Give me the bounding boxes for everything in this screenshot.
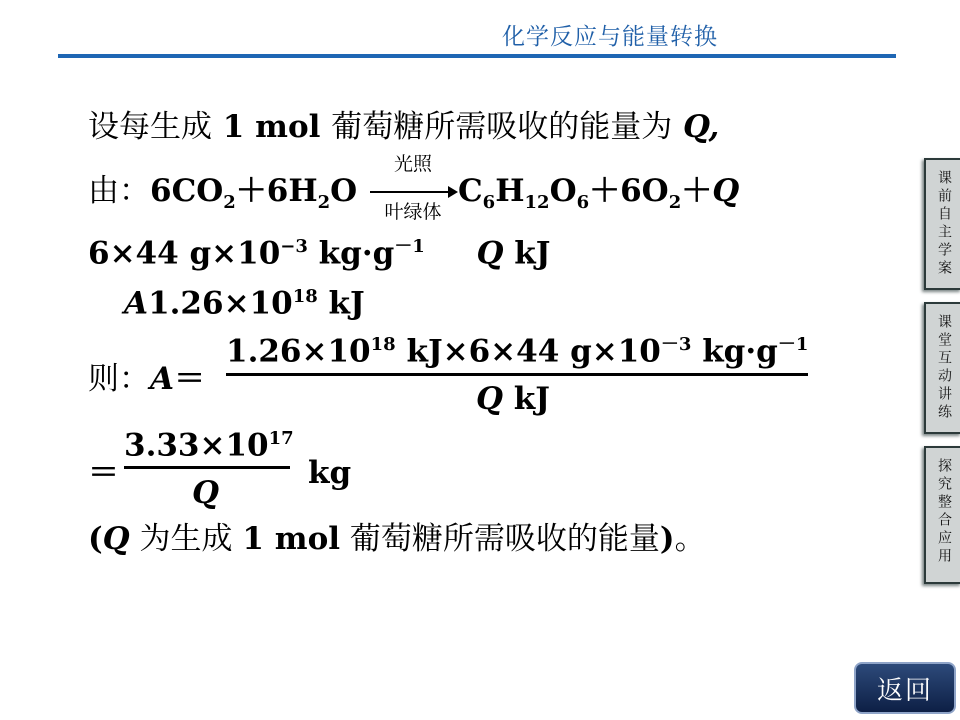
arrow-line [370,191,452,193]
fraction-bar [226,373,808,376]
tab-pre-class-study[interactable] [924,158,960,290]
arrow-head-icon [448,186,458,198]
note-q: Q [102,521,130,557]
num-exp3: －1 [777,334,809,355]
ratio-exp2: －1 [394,236,425,257]
ratio-unit: kg·g [307,235,395,272]
tab-classroom-interaction[interactable] [924,302,960,434]
solution-equals: ＝ [174,361,206,397]
tab-inquiry-integration[interactable] [924,446,960,584]
note-qty: 1 mol [242,521,341,557]
eq-h: H [495,173,525,209]
result-unit-text: kg [308,455,352,491]
ratio-energy-exp: 18 [292,286,318,307]
result-numerator [124,427,294,464]
tab-classroom-interaction-label: 课堂互动讲练 [936,314,952,422]
arrow-condition-chlorophyll: 叶绿体 [384,200,442,223]
note-open: ( [88,521,103,557]
eq-q: Q [712,173,740,209]
num-mass: kJ×6×44 g×10 [395,333,661,370]
num-exp2: －3 [660,334,692,355]
tab-pre-class-study-label: 课前自主学案 [936,170,952,278]
num-unit: kg·g [691,333,778,370]
solution-then: 则： [88,361,150,397]
num-energy: 1.26×10 [226,333,371,370]
tab-inquiry-integration-label: 探究整合应用 [936,458,952,566]
ratio-exp: −3 [280,236,308,257]
ratio-mass: 6×44 g×10 [88,235,281,272]
statement-text: 设每生成 [88,109,212,145]
back-button[interactable]: 返回 [854,662,956,714]
result-equals [88,455,119,491]
ratio-energy: 1.26×10 [148,285,293,322]
fraction-numerator [226,333,809,370]
statement-text-2: 葡萄糖所需吸收的能量为 [331,109,673,145]
note-close: ) [659,521,675,557]
eq-h2o: ＋6H [235,173,318,209]
statement-line [88,109,720,145]
num-exp: 18 [370,334,396,355]
result-equals-sign: ＝ [88,455,119,491]
eq-co2: 6CO [150,173,224,209]
arrow-condition-light: 光照 [393,152,432,175]
eq-c: C [457,173,483,209]
result-denominator [192,475,220,511]
result-unit [308,455,352,491]
result-fraction-bar [124,466,290,469]
den-q: Q [476,381,504,417]
note-end: 。 [674,521,706,557]
ratio-line-1 [88,235,551,272]
eq-plus: ＋ [681,173,713,209]
page-header-title: 化学反应与能量转换 [502,24,718,50]
ratio-q-unit: kJ [503,235,551,272]
equation-prefix: 由： [88,173,150,209]
ratio-line-2 [124,285,365,322]
eq-o: O [330,173,358,209]
den-unit: kJ [503,381,550,417]
note-line [88,521,706,557]
result-q: Q [192,475,220,511]
fraction-denominator [476,381,550,417]
ratio-a: A [124,285,149,322]
note-text-2: 葡萄糖所需吸收的能量 [340,521,660,557]
photosynthesis-equation: 由：$6CO_2+6H_2O$ 光照 叶绿体 $C_6H_{12}O_6+6O_2+Q$ [88,152,740,223]
result-exp: 17 [268,428,294,449]
reaction-arrow [368,152,458,223]
result-num: 3.33×10 [124,427,269,464]
header-rule [58,54,896,58]
eq-o2: ＋6O [589,173,669,209]
solution-a: A [150,361,175,397]
ratio-energy-unit: kJ [317,285,365,322]
solution-prefix [88,361,206,397]
ratio-q: Q [476,235,504,272]
statement-variable: Q, [683,109,720,145]
eq-o6: O [549,173,577,209]
note-text: 为生成 [129,521,243,557]
statement-quantity: 1 mol [222,109,321,145]
